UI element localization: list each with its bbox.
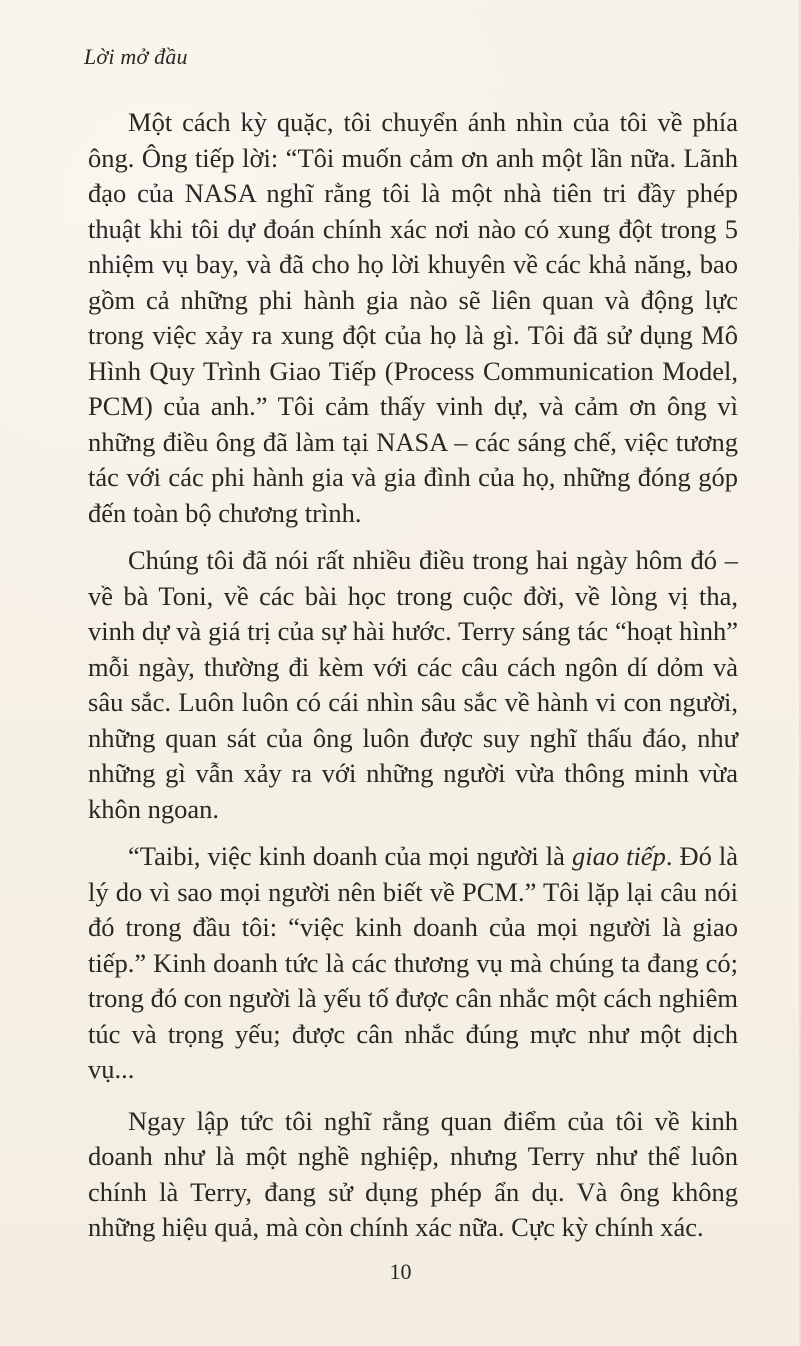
paragraph-3-after-emphasis: . Đó là lý do vì sao mọi người nên biết về PCM.” Tôi lặp lại câu nói đó trong đầu tôi: “việc kinh doanh của mọi người là giao tiếp.” Kinh doanh tức là các thương vụ mà chúng ta đang có; trong đó con người là yếu tố được cân nhắc một cách nghiêm túc và trọng yếu; được cân nhắc đúng mực như một dịch vụ...	[88, 841, 738, 1084]
paragraph-3-before-emphasis: “Taibi, việc kinh doanh của mọi người là	[128, 841, 572, 871]
paragraph-2: Chúng tôi đã nói rất nhiều điều trong hai ngày hôm đó – về bà Toni, về các bài học trong cuộc đời, về lòng vị tha, vinh dự và giá trị của sự hài hước. Terry sáng tác “hoạt hình” mỗi ngày, thường đi kèm với các câu cách ngôn dí dỏm và sâu sắc. Luôn luôn có cái nhìn sâu sắc về hành vi con người, những quan sát của ông luôn được suy nghĩ thấu đáo, như những gì vẫn xảy ra với những người vừa thông minh vừa khôn ngoan.	[88, 545, 738, 824]
paragraph-4: Ngay lập tức tôi nghĩ rằng quan điểm của tôi về kinh doanh như là một nghề nghiệp, nhưng Terry như thể luôn chính là Terry, đang sử dụng phép ẩn dụ. Và ông không những hiệu quả, mà còn chính xác nữa. Cực kỳ chính xác.	[88, 1105, 738, 1242]
page-number: 10	[389, 1259, 412, 1284]
paragraph-3	[88, 839, 738, 1088]
page-content	[88, 105, 738, 1246]
running-header: Lời mở đầu	[84, 44, 188, 69]
paragraph-3-emphasis: giao tiếp	[571, 841, 666, 871]
paragraph-1: Một cách kỳ quặc, tôi chuyển ánh nhìn của tôi về phía ông. Ông tiếp lời: “Tôi muốn cảm ơn anh một lần nữa. Lãnh đạo của NASA nghĩ rằng tôi là một nhà tiên tri đầy phép thuật khi tôi dự đoán chính xác nơi nào có xung đột trong 5 nhiệm vụ bay, và đã cho họ lời khuyên về các khả năng, bao gồm cả những phi hành gia nào sẽ liên quan và động lực trong việc xảy ra xung đột của họ là gì. Tôi đã sử dụng Mô Hình Quy Trình Giao Tiếp (Process Communication Model, PCM) của anh.” Tôi cảm thấy vinh dự, và cảm ơn ông vì những điều ông đã làm tại NASA – các sáng chế, việc tương tác với các phi hành gia và gia đình của họ, những đóng góp đến toàn bộ chương trình.	[88, 107, 738, 528]
